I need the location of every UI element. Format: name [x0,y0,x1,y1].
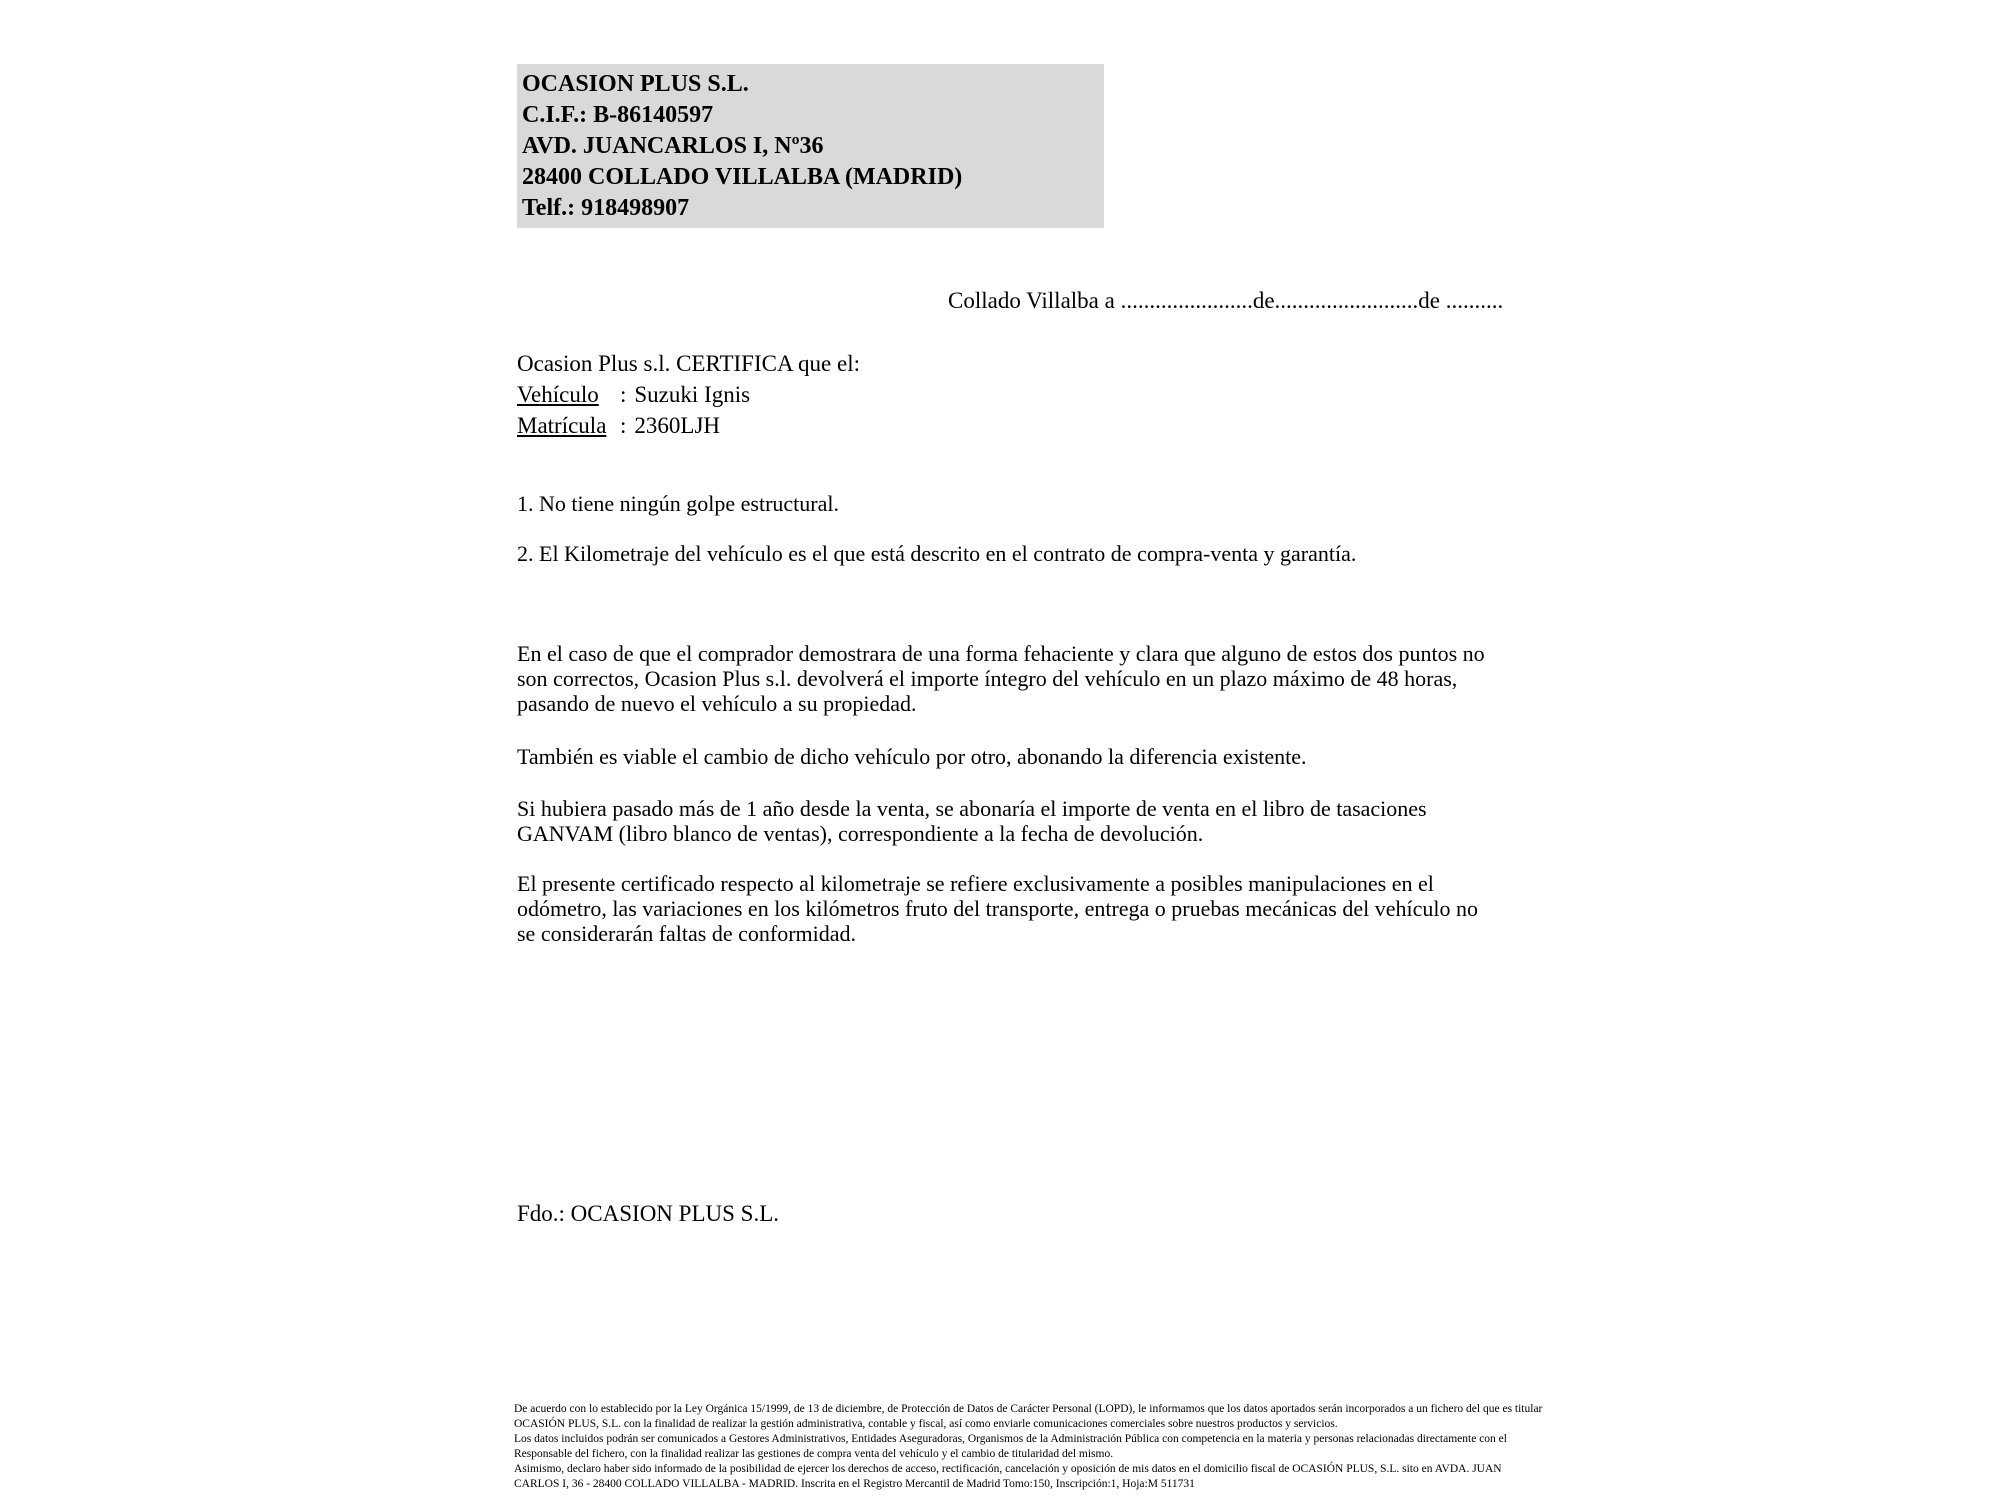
vehicle-label-text: Vehículo [517,382,599,407]
legal-notice [514,1402,1542,1492]
legal-line: CARLOS I, 36 - 28400 COLLADO VILLALBA - MADRID. Inscrita en el Registro Mercantil de Madrid Tomo:150, Inscripción:1, Hoja:M 511731 [514,1478,1195,1490]
plate-value: 2360LJH [634,413,721,438]
company-info-box [517,64,1104,228]
plate-label-text: Matrícula [517,413,607,438]
text-line: En el caso de que el comprador demostrara de una forma fehaciente y clara que alguno de estos dos puntos no [517,641,1485,666]
point-mileage: 2. El Kilometraje del vehículo es el que está descrito en el contrato de compra-venta y garantía. [517,541,1357,566]
text-line: son correctos, Ocasion Plus s.l. devolverá el importe íntegro del vehículo en un plazo máximo de 48 horas, [517,666,1458,691]
company-phone: Telf.: 918498907 [522,195,690,221]
text-line: se considerarán faltas de conformidad. [517,921,857,946]
text-line: El presente certificado respecto al kilometraje se refiere exclusivamente a posibles manipulaciones en el [517,871,1434,896]
company-cif: C.I.F.: B-86140597 [522,102,714,128]
company-address: AVD. JUANCARLOS I, Nº36 [522,133,824,159]
vehicle-separator: : [620,382,627,407]
legal-line: Asimismo, declaro haber sido informado de la posibilidad de ejercer los derechos de acceso, rectificación, cancelación y oposición de mis datos en el domicilio fiscal de OCASIÓN PLUS, S.L. sito en AVDA. JUAN [514,1463,1502,1475]
paragraph-refund-policy [517,641,1485,716]
vehicle-label [517,379,620,410]
text-line: GANVAM (libro blanco de ventas), correspondiente a la fecha de devolución. [517,821,1204,846]
company-city: 28400 COLLADO VILLALBA (MADRID) [522,164,963,190]
plate-field [517,410,860,441]
vehicle-value: Suzuki Ignis [634,382,751,407]
paragraph-ganvam-valuation [517,796,1427,846]
paragraph-odometer-disclaimer [517,871,1478,946]
vehicle-field [517,379,860,410]
company-name: OCASION PLUS S.L. [522,71,749,97]
certification-block [517,348,860,441]
plate-label [517,410,620,441]
point-structural-damage: 1. No tiene ningún golpe estructural. [517,491,839,516]
legal-line: Los datos incluidos podrán ser comunicados a Gestores Administrativos, Entidades Aseguradoras, Organismos de la Administración Pública con competencia en la materia y personas relacionadas directamente con el [514,1433,1507,1445]
plate-separator: : [620,413,627,438]
date-line: Collado Villalba a .......................de.........................de .......... [948,288,1504,313]
legal-line: Responsable del fichero, con la finalidad realizar las gestiones de compra venta del vehículo y el cambio de titularidad del mismo. [514,1448,1114,1460]
paragraph-exchange-option [517,744,1307,769]
certification-intro: Ocasion Plus s.l. CERTIFICA que el: [517,351,860,376]
legal-line: OCASIÓN PLUS, S.L. con la finalidad de realizar la gestión administrativa, contable y fiscal, así como enviarle comunicaciones comerciales sobre nuestros productos y servicios. [514,1418,1338,1430]
signature-line: Fdo.: OCASION PLUS S.L. [517,1201,779,1226]
text-line: También es viable el cambio de dicho vehículo por otro, abonando la diferencia existente. [517,744,1307,769]
text-line: pasando de nuevo el vehículo a su propiedad. [517,691,917,716]
text-line: odómetro, las variaciones en los kilómetros fruto del transporte, entrega o pruebas mecánicas del vehículo no [517,896,1478,921]
text-line: Si hubiera pasado más de 1 año desde la venta, se abonaría el importe de venta en el libro de tasaciones [517,796,1427,821]
legal-line: De acuerdo con lo establecido por la Ley Orgánica 15/1999, de 13 de diciembre, de Protección de Datos de Carácter Personal (LOPD), le informamos que los datos aportados serán incorporados a un fichero del que es titular [514,1403,1543,1415]
